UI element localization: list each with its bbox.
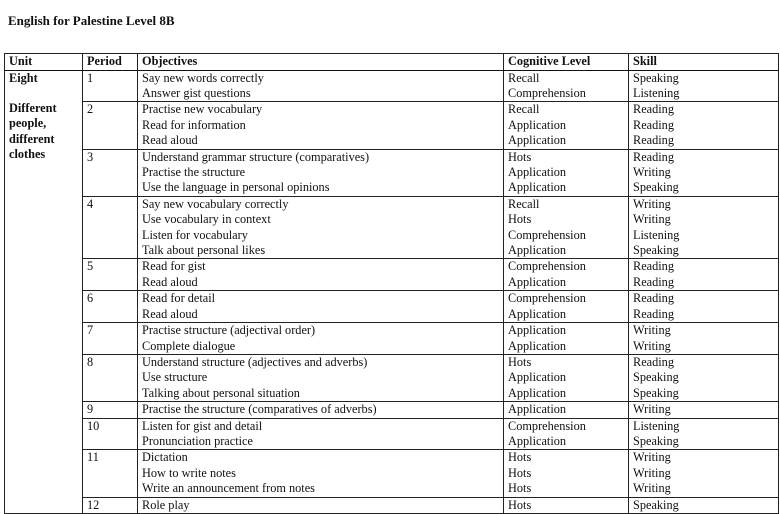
objective-line: Read aloud xyxy=(142,133,198,148)
skill-line: Writing xyxy=(633,402,671,417)
skill-cell xyxy=(629,70,779,102)
table-row xyxy=(5,450,779,497)
skill-line: Speaking xyxy=(633,433,679,448)
document-title: English for Palestine Level 8B xyxy=(8,13,175,28)
period-number: 9 xyxy=(83,402,138,418)
cognitive-level-cell xyxy=(504,102,629,149)
period-number: 3 xyxy=(83,149,138,196)
cognitive-level-line: Application xyxy=(508,165,567,180)
unit-name: Eight xyxy=(9,70,38,85)
skill-line: Speaking xyxy=(633,497,679,512)
objective-line: Read for detail xyxy=(142,291,216,306)
period-number: 2 xyxy=(83,102,138,149)
cognitive-level-cell xyxy=(504,259,629,291)
cognitive-level-line: Comprehension xyxy=(508,259,586,274)
skill-line: Speaking xyxy=(633,243,679,258)
cognitive-level-cell xyxy=(504,291,629,323)
skill-cell xyxy=(629,149,779,196)
objective-line: Say new vocabulary correctly xyxy=(142,196,289,211)
skill-line: Reading xyxy=(633,291,674,306)
objective-line: Read aloud xyxy=(142,306,198,321)
cognitive-level-line: Application xyxy=(508,274,567,289)
objective-cell xyxy=(138,259,504,291)
skill-cell xyxy=(629,450,779,497)
cognitive-level-cell xyxy=(504,418,629,450)
skill-line: Speaking xyxy=(633,370,679,385)
cognitive-level-cell xyxy=(504,323,629,355)
cognitive-level-line: Application xyxy=(508,338,567,353)
skill-line: Writing xyxy=(633,323,671,338)
period-number: 12 xyxy=(83,497,138,513)
skill-cell xyxy=(629,418,779,450)
objective-cell xyxy=(138,70,504,102)
objective-line: Answer gist questions xyxy=(142,86,251,100)
skill-line: Reading xyxy=(633,102,674,117)
cognitive-level-line: Application xyxy=(508,243,567,258)
table-row xyxy=(5,354,779,401)
table-row xyxy=(5,102,779,149)
objective-line: Complete dialogue xyxy=(142,338,236,353)
skill-line: Listening xyxy=(633,227,680,242)
skill-line: Reading xyxy=(633,354,674,369)
cognitive-level-line: Comprehension xyxy=(508,418,586,433)
skill-line: Writing xyxy=(633,450,671,465)
period-number: 11 xyxy=(83,450,138,497)
objective-line: Role play xyxy=(142,497,190,512)
period-number: 1 xyxy=(83,70,138,102)
cognitive-level-line: Application xyxy=(508,323,567,338)
table-row xyxy=(5,259,779,291)
objective-line: Use vocabulary in context xyxy=(142,212,271,227)
cognitive-level-line: Application xyxy=(508,433,567,448)
skill-line: Writing xyxy=(633,212,671,227)
skill-line: Reading xyxy=(633,274,674,289)
period-number: 4 xyxy=(83,196,138,259)
objective-cell xyxy=(138,354,504,401)
cognitive-level-line: Recall xyxy=(508,102,540,117)
objective-line: Read for information xyxy=(142,117,246,132)
cognitive-level-line: Application xyxy=(508,180,567,195)
objective-line: Listen for gist and detail xyxy=(142,418,263,433)
objective-line: Practise the structure xyxy=(142,165,246,180)
skill-line: Writing xyxy=(633,196,671,211)
period-number: 7 xyxy=(83,323,138,355)
cognitive-level-line: Comprehension xyxy=(508,86,586,100)
cognitive-level-cell xyxy=(504,149,629,196)
skill-line: Reading xyxy=(633,259,674,274)
objective-line: Dictation xyxy=(142,450,188,465)
objective-cell xyxy=(138,418,504,450)
skill-line: Speaking xyxy=(633,180,679,195)
cognitive-level-line: Comprehension xyxy=(508,291,586,306)
table-row xyxy=(5,196,779,259)
skill-cell xyxy=(629,291,779,323)
skill-line: Listening xyxy=(633,418,680,433)
objective-line: Practise new vocabulary xyxy=(142,102,263,117)
objective-line: Read for gist xyxy=(142,259,206,274)
cognitive-level-line: Application xyxy=(508,385,567,400)
objective-line: Practise the structure (comparatives of adverbs) xyxy=(142,402,377,417)
cognitive-level-cell xyxy=(504,70,629,102)
objective-line: Understand grammar structure (comparatives) xyxy=(142,149,370,164)
table-body xyxy=(5,70,779,513)
cognitive-level-line: Recall xyxy=(508,70,540,85)
cognitive-level-line: Application xyxy=(508,133,567,148)
cognitive-level-cell xyxy=(504,354,629,401)
table-row xyxy=(5,323,779,355)
skill-line: Speaking xyxy=(633,70,679,85)
objective-line: How to write notes xyxy=(142,465,236,480)
cognitive-level-line: Application xyxy=(508,117,567,132)
cognitive-level-line: Hots xyxy=(508,149,532,164)
table-header-row xyxy=(5,54,779,71)
table-row xyxy=(5,402,779,418)
cognitive-level-cell xyxy=(504,450,629,497)
cognitive-level-cell xyxy=(504,196,629,259)
header-cognitive-level: Cognitive Level xyxy=(504,54,629,71)
header-objectives: Objectives xyxy=(138,54,504,71)
table-row xyxy=(5,418,779,450)
cognitive-level-line: Recall xyxy=(508,196,540,211)
objective-cell xyxy=(138,149,504,196)
skill-line: Reading xyxy=(633,149,674,164)
objective-line: Read aloud xyxy=(142,274,198,289)
objective-cell xyxy=(138,102,504,149)
skill-cell xyxy=(629,196,779,259)
objective-cell xyxy=(138,196,504,259)
cognitive-level-line: Comprehension xyxy=(508,227,586,242)
skill-line: Writing xyxy=(633,338,671,353)
unit-subtitle: Different people, different clothes xyxy=(9,101,57,162)
cognitive-level-line: Hots xyxy=(508,497,532,512)
skill-line: Listening xyxy=(633,86,680,100)
objective-line: Talk about personal likes xyxy=(142,243,266,258)
skill-cell xyxy=(629,102,779,149)
objective-line: Practise structure (adjectival order) xyxy=(142,323,316,338)
skill-line: Reading xyxy=(633,117,674,132)
cognitive-level-line: Application xyxy=(508,370,567,385)
skill-line: Speaking xyxy=(633,385,679,400)
objective-cell xyxy=(138,402,504,418)
cognitive-level-line: Hots xyxy=(508,481,532,496)
lesson-plan-table xyxy=(4,53,779,514)
skill-line: Writing xyxy=(633,165,671,180)
header-period: Period xyxy=(83,54,138,71)
cognitive-level-line: Application xyxy=(508,306,567,321)
objective-cell xyxy=(138,450,504,497)
objective-cell xyxy=(138,323,504,355)
table-row xyxy=(5,70,779,102)
skill-cell xyxy=(629,259,779,291)
table-row xyxy=(5,291,779,323)
unit-cell xyxy=(5,70,83,513)
skill-line: Reading xyxy=(633,306,674,321)
skill-line: Writing xyxy=(633,465,671,480)
cognitive-level-line: Hots xyxy=(508,354,532,369)
table-row xyxy=(5,149,779,196)
skill-line: Reading xyxy=(633,133,674,148)
objective-cell xyxy=(138,291,504,323)
skill-cell xyxy=(629,402,779,418)
cognitive-level-cell xyxy=(504,402,629,418)
objective-line: Understand structure (adjectives and adverbs) xyxy=(142,354,368,369)
objective-line: Say new words correctly xyxy=(142,70,264,85)
cognitive-level-line: Hots xyxy=(508,450,532,465)
period-number: 10 xyxy=(83,418,138,450)
cognitive-level-line: Hots xyxy=(508,212,532,227)
skill-cell xyxy=(629,323,779,355)
cognitive-level-line: Hots xyxy=(508,465,532,480)
header-unit: Unit xyxy=(5,54,83,71)
cognitive-level-line: Application xyxy=(508,402,567,417)
period-number: 8 xyxy=(83,354,138,401)
objective-line: Pronunciation practice xyxy=(142,433,253,448)
objective-line: Talking about personal situation xyxy=(142,385,300,400)
objective-line: Use structure xyxy=(142,370,208,385)
skill-line: Writing xyxy=(633,481,671,496)
skill-cell xyxy=(629,354,779,401)
objective-line: Use the language in personal opinions xyxy=(142,180,330,195)
period-number: 6 xyxy=(83,291,138,323)
objective-line: Listen for vocabulary xyxy=(142,227,248,242)
period-number: 5 xyxy=(83,259,138,291)
header-skill: Skill xyxy=(629,54,779,71)
objective-line: Write an announcement from notes xyxy=(142,481,315,496)
